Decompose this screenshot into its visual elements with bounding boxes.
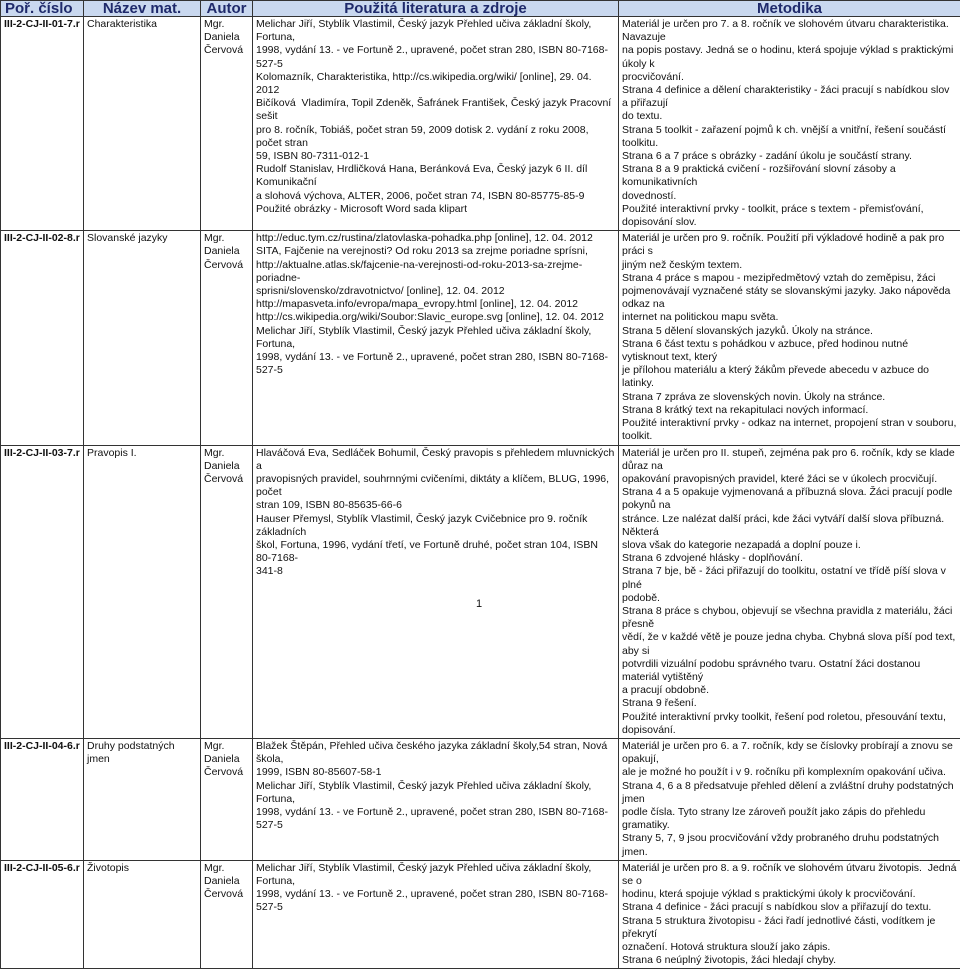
row-code: III-2-CJ-II-04-6.r <box>1 738 84 860</box>
text-line: pojmenovávají vyznačené státy se slovanskými jazyky. Jako nápověda odkaz na <box>622 285 957 311</box>
text-line: hodinu, která spojuje výklad s praktickými úkoly k procvičování. <box>622 888 957 901</box>
text-line: 1998, vydání 13. - ve Fortuně 2., upravené, počet stran 280, ISBN 80-7168-527-5 <box>256 888 615 914</box>
header-number: Poř. číslo <box>1 1 84 17</box>
text-line: 341-8 <box>256 565 615 578</box>
text-line: http://educ.tym.cz/rustina/zlatovlaska-pohadka.php [online], 12. 04. 2012 <box>256 232 615 245</box>
text-line: jiným než českým textem. <box>622 259 957 272</box>
text-line: Strana 7 bje, bě - žáci přiřazují do toolkitu, ostatní ve třídě píší slova v plné <box>622 565 957 591</box>
text-line: Strana 4, 6 a 8 předsatvuje přehled dělení a zvláštní druhy podstatných jmen <box>622 780 957 806</box>
text-line: Materiál je určen pro 7. a 8. ročník ve slohovém útvaru charakteristika. Navazuje <box>622 18 957 44</box>
text-line: Bičíková Vladimíra, Topil Zdeněk, Šafránek František, Český jazyk Pracovní sešit <box>256 97 615 123</box>
row-material-name: Pravopis I. <box>84 445 201 738</box>
text-line: Strana 6 část textu s pohádkou v azbuce, před hodinou nutné vytisknout text, který <box>622 338 957 364</box>
text-line: Hauser Přemysl, Styblík Vlastimil, Český jazyk Cvičebnice pro 9. ročník základních <box>256 513 615 539</box>
table-row <box>1 860 960 969</box>
text-line: dovedností. <box>622 190 957 203</box>
row-methodology <box>619 17 960 231</box>
text-line: Strana 5 toolkit - zařazení pojmů k ch. vnější a vnitřní, řešení součástí toolkitu. <box>622 124 957 150</box>
text-line: vědí, že v každé větě je pouze jedna chyba. Chybná slova píší pod text, aby si <box>622 631 957 657</box>
text-line: 1998, vydání 13. - ve Fortuně 2., upravené, počet stran 280, ISBN 80-7168-527-5 <box>256 44 615 70</box>
row-material-name: Charakteristika <box>84 17 201 231</box>
table-row <box>1 17 960 231</box>
row-methodology <box>619 445 960 738</box>
text-line: Strana 8 a 9 praktická cvičení - rozšiřování slovní zásoby a komunikativních <box>622 163 957 189</box>
text-line: Rudolf Stanislav, Hrdličková Hana, Beránková Eva, Český jazyk 6 II. díl Komunikační <box>256 163 615 189</box>
row-author: Mgr. Daniela Červová <box>201 860 253 969</box>
text-line: http://mapasveta.info/evropa/mapa_evropy.html [online], 12. 04. 2012 <box>256 298 615 311</box>
row-code: III-2-CJ-II-02-8.r <box>1 231 84 445</box>
table-row <box>1 231 960 445</box>
row-methodology <box>619 860 960 969</box>
text-line: stran 109, ISBN 80-85635-66-6 <box>256 499 615 512</box>
text-line: podle čísla. Tyto strany lze zároveň použít jako zápis do přehledu gramatiky. <box>622 806 957 832</box>
header-methodology: Metodika <box>619 1 960 17</box>
page-number: 1 <box>476 598 482 610</box>
row-literature <box>253 738 619 860</box>
text-line: Použité interaktivní prvky toolkit, řešení pod roletou, přesouvání textu, dopisování. <box>622 711 957 737</box>
header-row <box>1 1 960 17</box>
text-line: označení. Hotová struktura slouží jako zápis. <box>622 941 957 954</box>
text-line: pravopisných pravidel, souhrnnými cvičeními, diktáty a klíčem, BLUG, 1996, počet <box>256 473 615 499</box>
text-line: potvrdili vizuální podobu správného tvaru. Ostatní žáci dostanou materiál vytištěný <box>622 658 957 684</box>
text-line: Blažek Štěpán, Přehled učiva českého jazyka základní školy,54 stran, Nová škola, <box>256 740 615 766</box>
text-line: Melichar Jiří, Styblík Vlastimil, Český jazyk Přehled učiva základní školy, Fortuna, <box>256 18 615 44</box>
text-line: Strany 5, 7, 9 jsou procvičování vždy probraného druhu podstatných jmen. <box>622 832 957 858</box>
text-line: pro 8. ročník, Tobiáš, počet stran 59, 2009 dotisk 2. vydání z roku 2008, počet stran <box>256 124 615 150</box>
text-line: stránce. Lze nalézat další práci, kde žáci vytváří další slova příbuzná. Některá <box>622 513 957 539</box>
text-line: http://cs.wikipedia.org/wiki/Soubor:Slavic_europe.svg [online], 12. 04. 2012 <box>256 311 615 324</box>
text-line: opakování pravopisných pravidel, které žáci se v úkolech procvičují. <box>622 473 957 486</box>
text-line: slova však do kategorie nezapadá a doplní pouze i. <box>622 539 957 552</box>
text-line: Strana 6 neúplný životopis, žáci hledají chyby. <box>622 954 957 967</box>
row-literature <box>253 17 619 231</box>
text-line: Použité interaktivní prvky - odkaz na internet, propojení stran v souboru, toolkit. <box>622 417 957 443</box>
header-author: Autor <box>201 1 253 17</box>
text-line: 1999, ISBN 80-85607-58-1 <box>256 766 615 779</box>
row-code: III-2-CJ-II-01-7.r <box>1 17 84 231</box>
text-line: a pracují obdobně. <box>622 684 957 697</box>
row-material-name: Druhy podstatných jmen <box>84 738 201 860</box>
row-author: Mgr. Daniela Červová <box>201 445 253 738</box>
header-name: Název mat. <box>84 1 201 17</box>
row-author: Mgr. Daniela Červová <box>201 738 253 860</box>
table-row <box>1 738 960 860</box>
text-line: ale je možné ho použít i v 9. ročníku při komplexním opakování učiva. <box>622 766 957 779</box>
text-line: Strana 4 definice - žáci pracují s nabídkou slov a přiřazují do textu. <box>622 901 957 914</box>
row-material-name: Slovanské jazyky <box>84 231 201 445</box>
text-line: na popis postavy. Jedná se o hodinu, která spojuje výklad s praktickými úkoly k <box>622 44 957 70</box>
text-line: Strana 9 řešení. <box>622 697 957 710</box>
text-line: Melichar Jiří, Styblík Vlastimil, Český jazyk Přehled učiva základní školy, Fortuna, <box>256 862 615 888</box>
row-methodology <box>619 738 960 860</box>
row-literature <box>253 860 619 969</box>
text-line: a slohová výchova, ALTER, 2006, počet stran 74, ISBN 80-85775-85-9 <box>256 190 615 203</box>
text-line: Materiál je určen pro 9. ročník. Použití při výkladové hodině a pak pro práci s <box>622 232 957 258</box>
text-line: Melichar Jiří, Styblík Vlastimil, Český jazyk Přehled učiva základní školy, Fortuna, <box>256 780 615 806</box>
text-line: škol, Fortuna, 1996, vydání třetí, ve Fortuně druhé, počet stran 104, ISBN 80-7168- <box>256 539 615 565</box>
text-line: Hlaváčová Eva, Sedláček Bohumil, Český pravopis s přehledem mluvnických a <box>256 447 615 473</box>
row-methodology <box>619 231 960 445</box>
text-line: 1998, vydání 13. - ve Fortuně 2., upravené, počet stran 280, ISBN 80-7168-527-5 <box>256 351 615 377</box>
row-author: Mgr. Daniela Červová <box>201 231 253 445</box>
text-line: Strana 8 krátký text na rekapitulaci nových informací. <box>622 404 957 417</box>
text-line: Použité interaktivní prvky - toolkit, práce s textem - přemisťování, dopisování slov. <box>622 203 957 229</box>
text-line: Melichar Jiří, Styblík Vlastimil, Český jazyk Přehled učiva základní školy, Fortuna, <box>256 325 615 351</box>
row-code: III-2-CJ-II-03-7.r <box>1 445 84 738</box>
text-line: procvičování. <box>622 71 957 84</box>
text-line: Strana 6 zdvojené hlásky - doplňování. <box>622 552 957 565</box>
row-material-name: Životopis <box>84 860 201 969</box>
text-line: Materiál je určen pro 6. a 7. ročník, kdy se číslovky probírají a znovu se opakují, <box>622 740 957 766</box>
text-line: 59, ISBN 80-7311-012-1 <box>256 150 615 163</box>
text-line: do textu. <box>622 110 957 123</box>
text-line: Materiál je určen pro 8. a 9. ročník ve slohovém útvaru životopis. Jedná se o <box>622 862 957 888</box>
text-line: http://aktualne.atlas.sk/fajcenie-na-verejnosti-od-roku-2013-sa-zrejme-poriadne- <box>256 259 615 285</box>
text-line: Materiál je určen pro II. stupeň, zejména pak pro 6. ročník, kdy se klade důraz na <box>622 447 957 473</box>
text-line: Kolomazník, Charakteristika, http://cs.wikipedia.org/wiki/ [online], 29. 04. 2012 <box>256 71 615 97</box>
text-line: podobě. <box>622 592 957 605</box>
row-literature <box>253 445 619 738</box>
table-row <box>1 445 960 738</box>
row-literature <box>253 231 619 445</box>
text-line: Strana 6 a 7 práce s obrázky - zadání úkolu je součástí strany. <box>622 150 957 163</box>
text-line: sprisni/slovensko/zdravotnictvo/ [online], 12. 04. 2012 <box>256 285 615 298</box>
row-author: Mgr. Daniela Červová <box>201 17 253 231</box>
text-line: Strana 4 definice a dělení charakteristiky - žáci pracují s nabídkou slov a přiřazují <box>622 84 957 110</box>
text-line: Strana 7 zpráva ze slovenských novin. Úkoly na stránce. <box>622 391 957 404</box>
text-line: je přílohou materiálu a který žákům převede abecedu v azbuce do latinky. <box>622 364 957 390</box>
text-line: Strana 5 dělení slovanských jazyků. Úkoly na stránce. <box>622 325 957 338</box>
header-literature: Použitá literatura a zdroje <box>253 1 619 17</box>
text-line: Strana 4 a 5 opakuje vyjmenovaná a příbuzná slova. Žáci pracují podle pokynů na <box>622 486 957 512</box>
text-line: 1998, vydání 13. - ve Fortuně 2., upravené, počet stran 280, ISBN 80-7168-527-5 <box>256 806 615 832</box>
row-code: III-2-CJ-II-05-6.r <box>1 860 84 969</box>
text-line: Strana 8 práce s chybou, objevují se všechna pravidla z materiálu, žáci přesně <box>622 605 957 631</box>
text-line: internet na politickou mapu světa. <box>622 311 957 324</box>
text-line: SITA, Fajčenie na verejnosti? Od roku 2013 sa zrejme poriadne sprísni, <box>256 245 615 258</box>
text-line: Strana 4 práce s mapou - mezipředmětový vztah do zeměpisu, žáci <box>622 272 957 285</box>
text-line: Strana 5 struktura životopisu - žáci řadí jednotlivé části, vodítkem je překrytí <box>622 915 957 941</box>
text-line: Použité obrázky - Microsoft Word sada klipart <box>256 203 615 216</box>
